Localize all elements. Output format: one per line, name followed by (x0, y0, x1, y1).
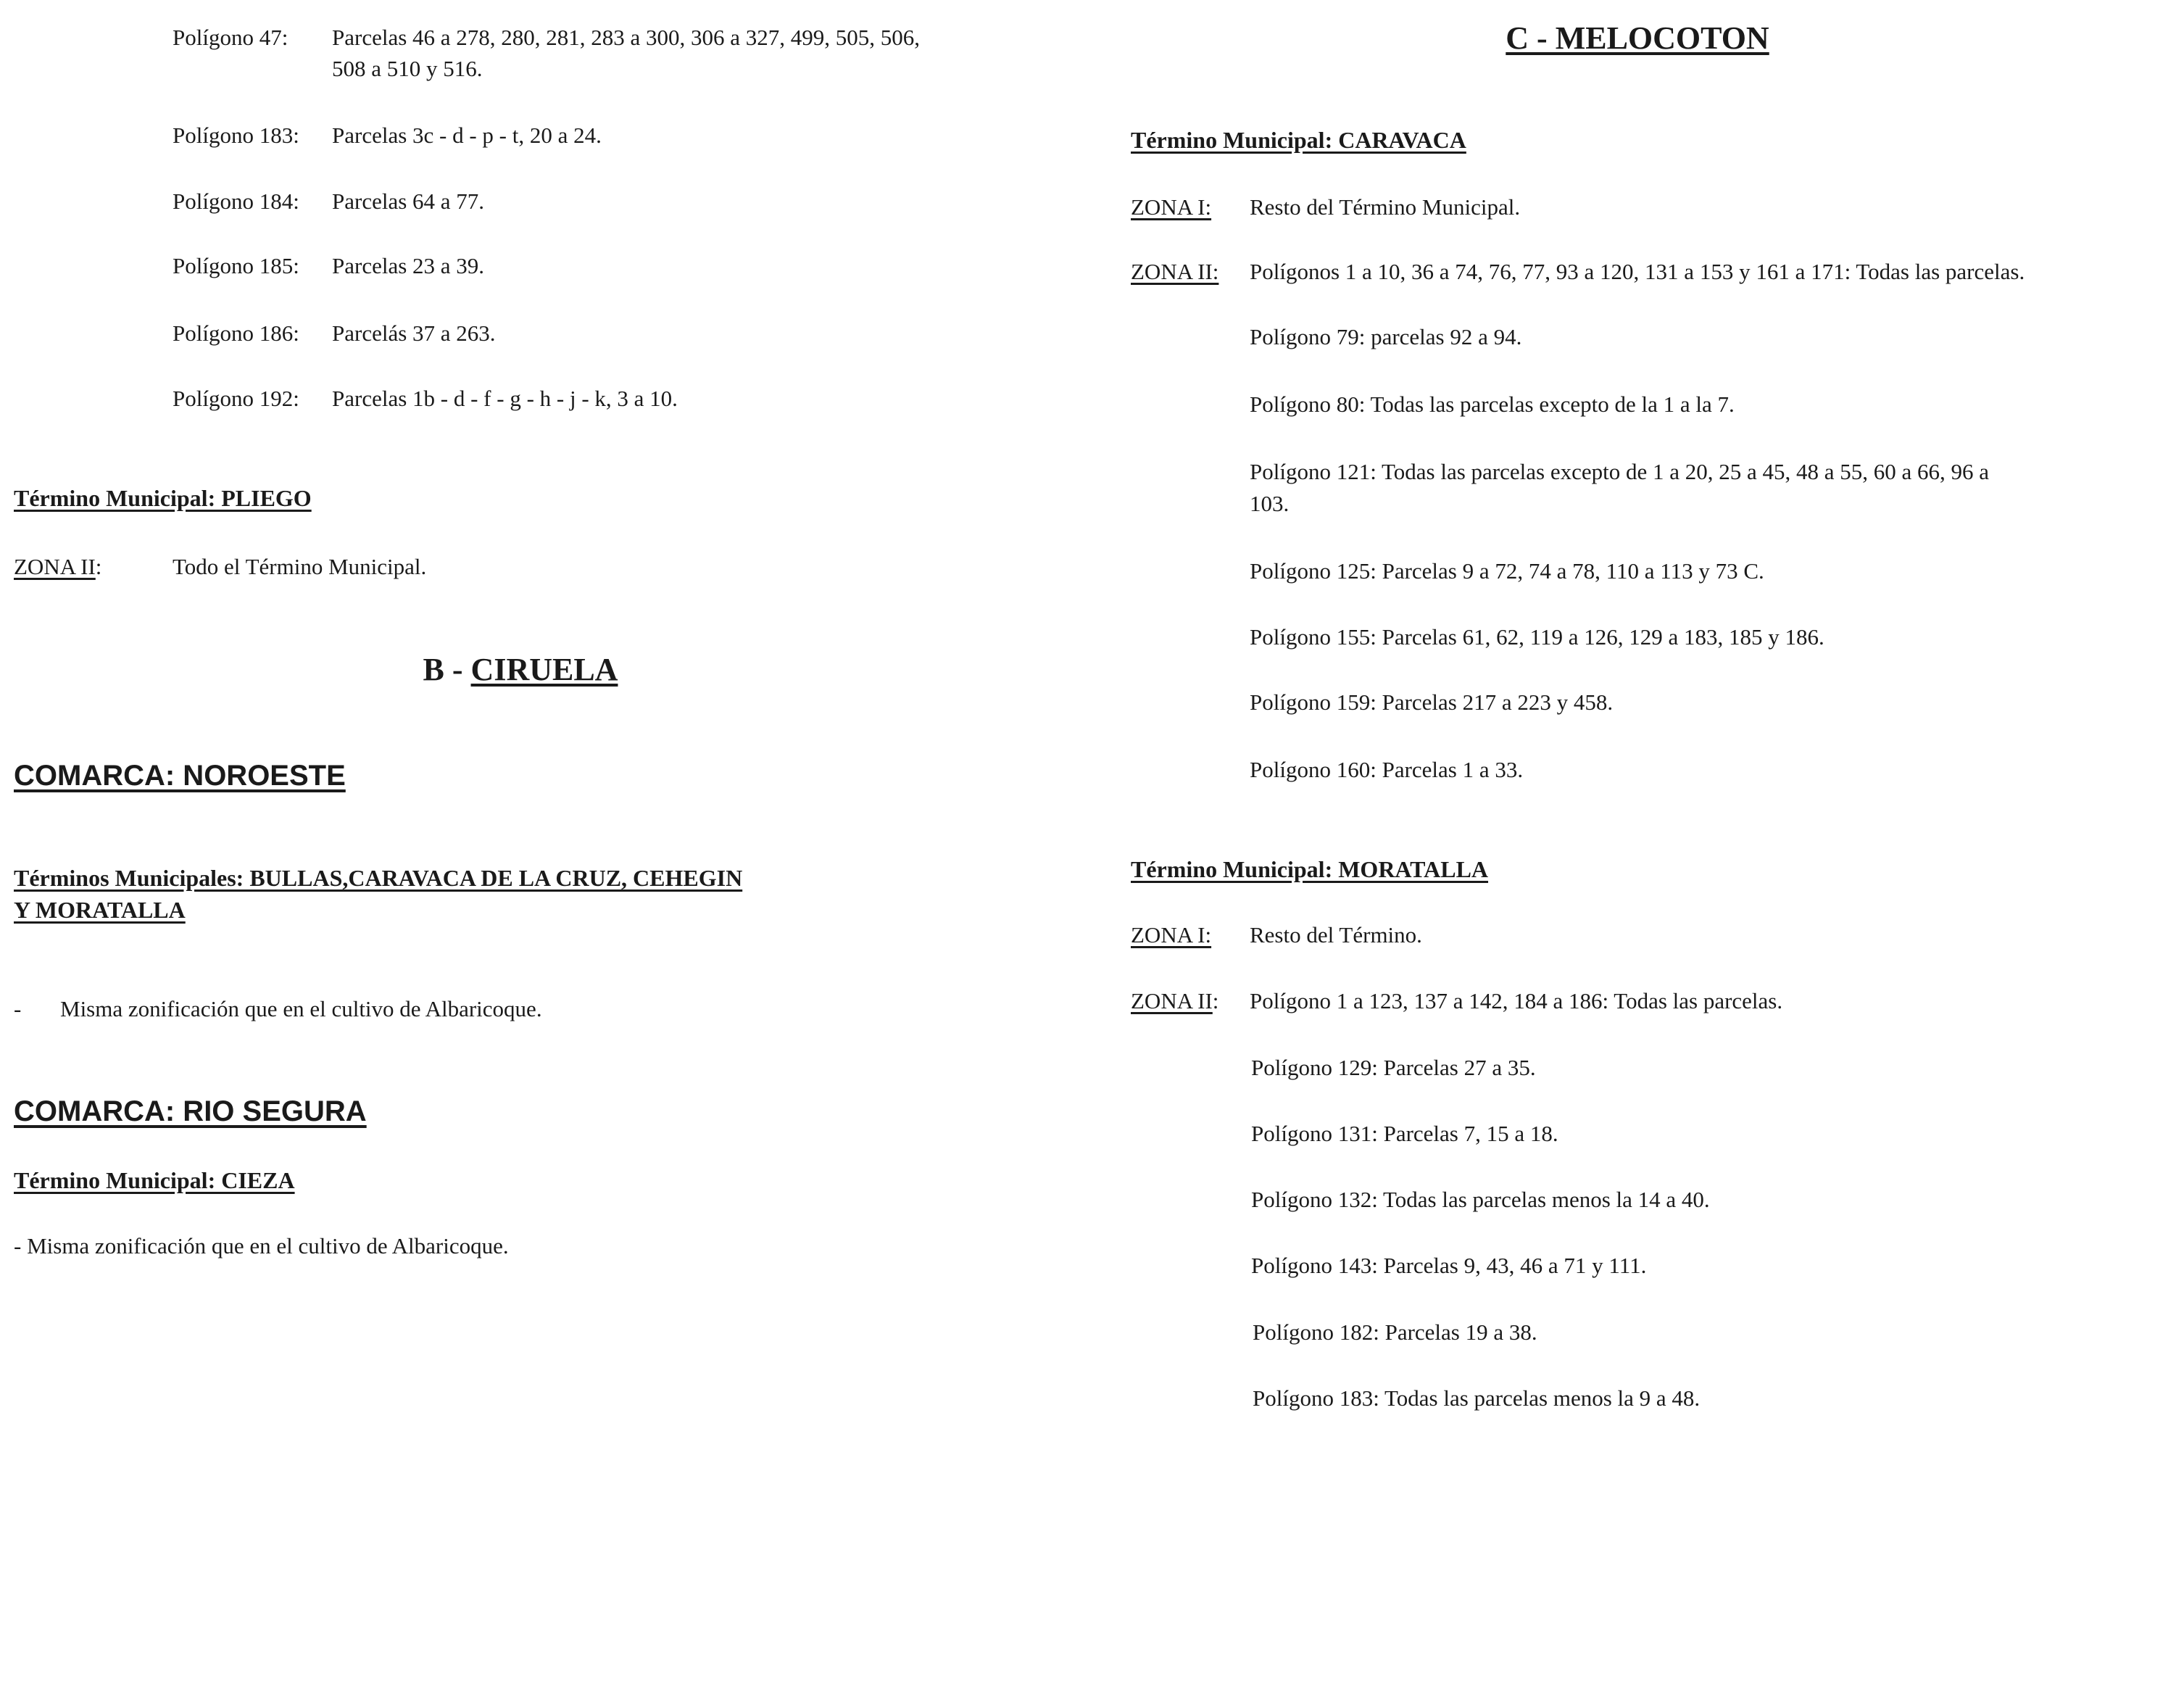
zona-label-text: ZONA II (1131, 988, 1213, 1013)
poligono-item: Polígono 182: Parcelas 19 a 38. (1253, 1319, 1537, 1345)
poligono-item: Polígono 155: Parcelas 61, 62, 119 a 126, 129 a 183, 185 y 186. (1250, 624, 1824, 650)
poligono-label: Polígono 183: (173, 123, 299, 148)
section-title-melocoton: C - MELOCOTON (1506, 20, 1769, 56)
comarca-heading-noroeste: COMARCA: NOROESTE (14, 760, 346, 792)
termino-heading-moratalla: Término Municipal: MORATALLA (1131, 856, 1489, 882)
section-name: CIRUELA (470, 652, 618, 687)
zona-colon: : (1212, 988, 1219, 1013)
poligono-text: Parcelas 23 a 39. (332, 253, 485, 278)
poligono-item: Polígono 132: Todas las parcelas menos la 14 a 40. (1251, 1187, 1710, 1212)
poligono-text: Parcelas 64 a 77. (332, 188, 485, 214)
zona-text: Resto del Término. (1250, 922, 1422, 948)
zona-colon: : (95, 554, 102, 579)
zona-text: Polígono 1 a 123, 137 a 142, 184 a 186: Todas las parcelas. (1250, 988, 1783, 1013)
poligono-item-cont: 103. (1250, 491, 1290, 516)
zona-label (1131, 987, 1218, 1016)
zona-label: ZONA I: (1131, 922, 1212, 948)
zona-text: Todo el Término Municipal. (173, 554, 427, 579)
poligono-label: Polígono 184: (173, 188, 299, 214)
zona-label: ZONA II: (1131, 259, 1219, 284)
poligono-item: Polígono 131: Parcelas 7, 15 a 18. (1251, 1121, 1558, 1146)
note-text: Misma zonificación que en el cultivo de Albaricoque. (60, 996, 542, 1021)
termino-heading-caravaca: Término Municipal: CARAVACA (1131, 127, 1466, 153)
zona-label: ZONA I: (1131, 194, 1212, 220)
poligono-text: Parcelas 1b - d - f - g - h - j - k, 3 a 10. (332, 386, 678, 411)
poligono-text-cont: 508 a 510 y 516. (332, 56, 483, 81)
poligono-item: Polígono 129: Parcelas 27 a 35. (1251, 1055, 1536, 1080)
termino-heading-pliego: Término Municipal: PLIEGO (14, 485, 312, 511)
note-text: - Misma zonificación que en el cultivo de Albaricoque. (14, 1233, 509, 1259)
zona-label (14, 552, 101, 581)
poligono-item: Polígono 79: parcelas 92 a 94. (1250, 324, 1522, 349)
poligono-label: Polígono 47: (173, 25, 288, 50)
section-prefix: B - (423, 652, 471, 687)
termino-heading-cieza: Término Municipal: CIEZA (14, 1167, 295, 1193)
poligono-item: Polígono 160: Parcelas 1 a 33. (1250, 757, 1524, 782)
poligono-text: Parcelas 46 a 278, 280, 281, 283 a 300, 306 a 327, 499, 505, 506, (332, 25, 921, 50)
poligono-text: Parcelás 37 a 263. (332, 320, 496, 346)
zona-text: Resto del Término Municipal. (1250, 194, 1521, 220)
comarca-heading-rio-segura: COMARCA: RIO SEGURA (14, 1095, 367, 1127)
poligono-text: Parcelas 3c - d - p - t, 20 a 24. (332, 123, 602, 148)
bullet-dash: - (14, 996, 22, 1021)
poligono-label: Polígono 192: (173, 386, 299, 411)
poligono-item: Polígono 80: Todas las parcelas excepto de la 1 a la 7. (1250, 391, 1735, 417)
terminos-heading-line2: Y MORATALLA (14, 897, 186, 923)
poligono-item: Polígono 143: Parcelas 9, 43, 46 a 71 y 111. (1251, 1253, 1647, 1278)
poligono-item: Polígono 125: Parcelas 9 a 72, 74 a 78, 110 a 113 y 73 C. (1250, 558, 1764, 584)
poligono-item: Polígono 159: Parcelas 217 a 223 y 458. (1250, 689, 1614, 715)
poligono-label: Polígono 186: (173, 320, 299, 346)
poligono-label: Polígono 185: (173, 253, 299, 278)
poligono-item: Polígono 183: Todas las parcelas menos la 9 a 48. (1253, 1385, 1701, 1411)
poligono-item: Polígono 121: Todas las parcelas excepto de 1 a 20, 25 a 45, 48 a 55, 60 a 66, 96 a (1250, 459, 1990, 484)
terminos-heading-line1: Términos Municipales: BULLAS,CARAVACA DE LA CRUZ, CEHEGIN (14, 865, 743, 891)
zona-text: Polígonos 1 a 10, 36 a 74, 76, 77, 93 a 120, 131 a 153 y 161 a 171: Todas las parcelas. (1250, 259, 2025, 284)
zona-label-text: ZONA II (14, 554, 96, 579)
section-title-ciruela (423, 651, 618, 689)
